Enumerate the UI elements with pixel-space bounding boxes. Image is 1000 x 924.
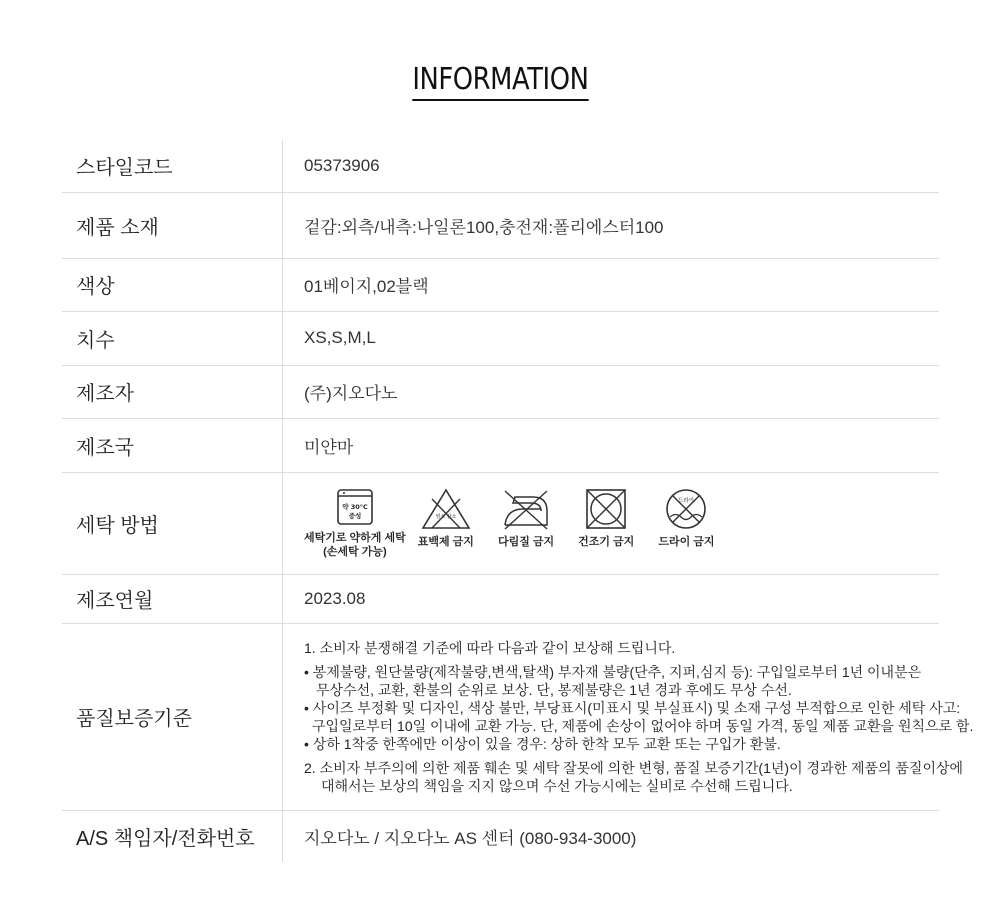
table-row (62, 192, 939, 258)
quality-line: 2. 소비자 부주의에 의한 제품 훼손 및 세탁 잘못에 의한 변형, 품질 보증기간(1년)이 경과한 제품의 품질이상에 (304, 759, 964, 776)
wash-temp-text: 약 30°C (342, 503, 368, 511)
table-row (62, 810, 939, 862)
wash-caption: 건조기 금지 (578, 536, 635, 548)
row-label: A/S 책임자/전화번호 (76, 827, 255, 850)
table-row (62, 140, 939, 192)
row-value: 지오다노 / 지오다노 AS 센터 (080-934-3000) (283, 810, 940, 862)
row-label: 품질보증기준 (62, 623, 283, 810)
page-title: INFORMATION (412, 62, 588, 101)
wash-caption-line: 세탁기로 약하게 세탁 (304, 532, 406, 544)
quality-line: • 상하 1착중 한쪽에만 이상이 있을 경우: 상하 한착 모두 교환 또는 구입가 환불. (304, 735, 781, 752)
row-label: 색상 (62, 258, 283, 311)
quality-text (304, 639, 974, 795)
quality-line: 1. 소비자 분쟁해결 기준에 따라 다음과 같이 보상해 드립니다. (304, 639, 676, 656)
wash-item (658, 487, 714, 549)
row-value: (주)지오다노 (283, 365, 940, 418)
info-table (62, 140, 974, 862)
no-bleach-icon (420, 487, 472, 531)
washing-cell (283, 472, 940, 574)
bleach-text: 염소 산소 (435, 514, 457, 520)
row-label: 스타일코드 (62, 140, 283, 192)
quality-line: 구입일로부터 10일 이내에 교환 가능. 단, 제품에 손상이 없어야 하며 동일 가격, 동일 제품 교환을 원칙으로 함. (312, 717, 974, 734)
table-row (62, 472, 939, 574)
no-iron-icon (501, 487, 551, 531)
quality-line: • 봉제불량, 원단불량(제작불량,변색,탈색) 부자재 불량(단추, 지퍼,심지 등): 구입일로부터 1년 이내분은 (304, 663, 922, 680)
wash-item (304, 487, 406, 559)
wash-item (578, 487, 634, 549)
wash-caption: 드라이 금지 (658, 536, 715, 548)
wash-item (418, 487, 474, 549)
quality-line: • 사이즈 부정확 및 디자인, 색상 불만, 부당표시(미표시 및 부실표시) 및 소재 구성 부적합으로 인한 세탁 사고: (304, 699, 961, 716)
wash-item (498, 487, 554, 549)
table-row (62, 418, 939, 472)
row-label: 제품 소재 (62, 192, 283, 258)
row-value: XS,S,M,L (283, 311, 940, 365)
wash-caption (304, 531, 406, 559)
dry-clean-text: 드라이 (678, 498, 695, 504)
quality-line: 대해서는 보상의 책임을 지지 않으며 수선 가능시에는 실비로 수선해 드립니다. (321, 777, 793, 794)
table-row (62, 365, 939, 418)
row-value: 2023.08 (283, 574, 940, 623)
title-area (0, 0, 1000, 97)
wash-caption-line: (손세탁 가능) (323, 546, 387, 558)
row-label: 제조자 (62, 365, 283, 418)
wash-caption: 다림질 금지 (497, 536, 555, 548)
quality-cell (283, 623, 974, 810)
table-row (62, 623, 939, 810)
row-label: 제조연월 (62, 574, 283, 623)
row-value: 미얀마 (283, 418, 940, 472)
wash-neutral-text: 중성 (348, 512, 362, 520)
washing-icons (304, 487, 938, 559)
row-value: 05373906 (283, 140, 940, 192)
table-row (62, 258, 939, 311)
row-label: 치수 (62, 311, 283, 365)
no-dry-clean-icon (663, 487, 709, 531)
wash-caption: 표백제 금지 (417, 536, 474, 548)
row-label: 제조국 (62, 418, 283, 472)
quality-line: 무상수선, 교환, 환불의 순위로 보상. 단, 봉제불량은 1년 경과 후에도 무상 수선. (316, 681, 792, 698)
table-row (62, 311, 939, 365)
row-label: 세탁 방법 (62, 472, 283, 574)
hand-wash-30-icon (335, 487, 375, 527)
row-value: 겉감:외측/내측:나일론100,충전재:폴리에스터100 (283, 192, 940, 258)
row-value: 01베이지,02블랙 (283, 258, 940, 311)
table-row (62, 574, 939, 623)
no-tumble-dry-icon (584, 487, 628, 531)
